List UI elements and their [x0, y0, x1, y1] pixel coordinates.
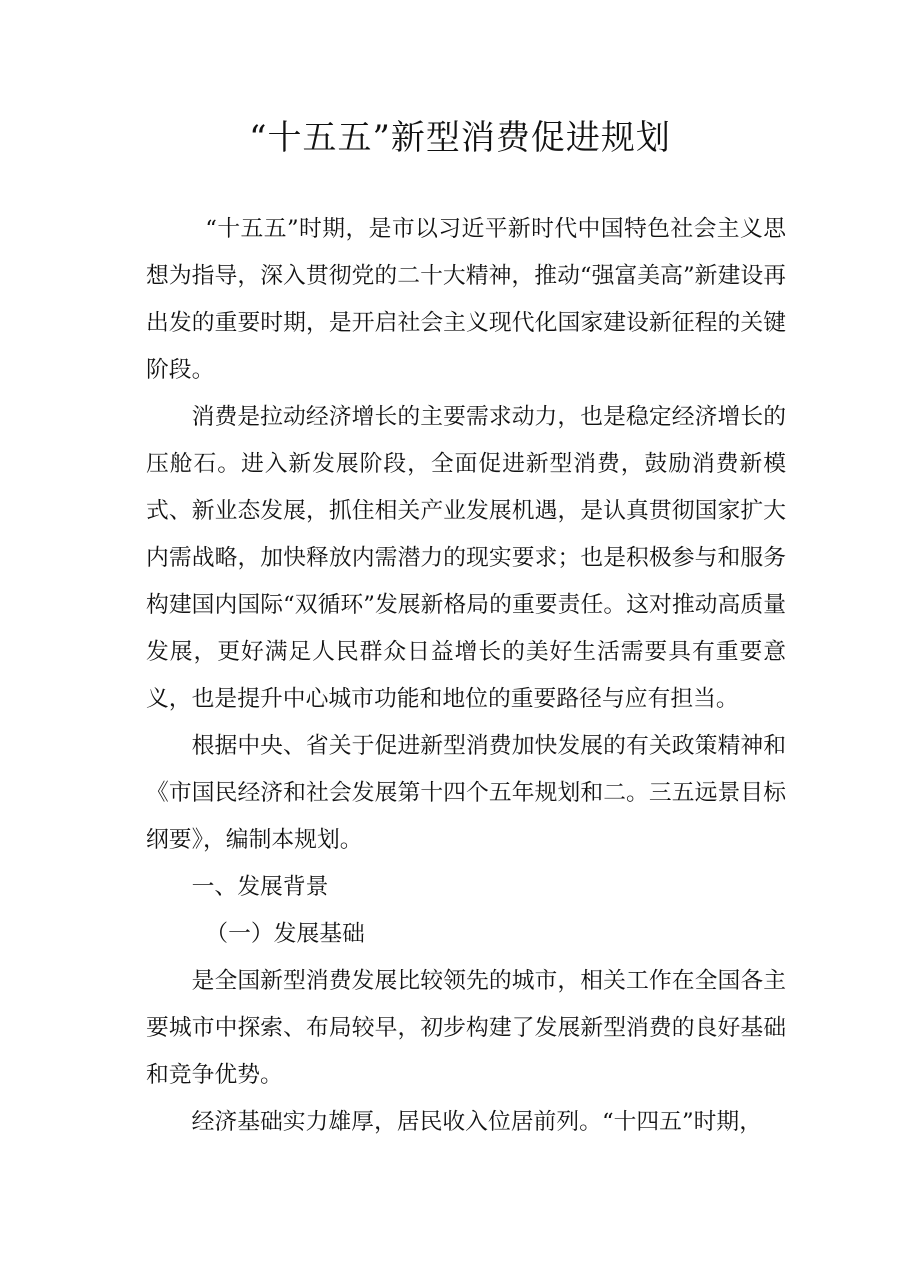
paragraph-economy: 经济基础实力雄厚，居民收入位居前列。“十四五”时期， — [191, 1109, 763, 1135]
section-heading: 一、发展背景 — [191, 874, 329, 900]
paragraph-foundation: 是全国新型消费发展比较领先的城市，相关工作在全国各主要城市中探索、布局较早，初步构建了发展新型消费的良好基础和竞争优势。 — [146, 968, 786, 1088]
subsection-heading: （一）发展基础 — [205, 921, 365, 947]
document-title: “十五五”新型消费促进规划 — [249, 118, 671, 158]
document-body — [146, 206, 786, 1146]
paragraph-basis: 根据中央、省关于促进新型消费加快发展的有关政策精神和《市国民经济和社会发展第十四个五年规划和二。三五远景目标纲要》，编制本规划。 — [146, 733, 786, 853]
paragraph-intro: “十五五”时期，是市以习近平新时代中国特色社会主义思想为指导，深入贯彻党的二十大精神，推动“强富美高”新建设再出发的重要时期，是开启社会主义现代化国家建设新征程的关键阶段。 — [146, 216, 786, 383]
paragraph-consumption: 消费是拉动经济增长的主要需求动力，也是稳定经济增长的压舱石。进入新发展阶段，全面促进新型消费，鼓励消费新模式、新业态发展，抓住相关产业发展机遇，是认真贯彻国家扩大内需战略，加快释放内需潜力的现实要求；也是积极参与和服务构建国内国际“双循环”发展新格局的重要责任。这对推动高质量发展，更好满足人民群众日益增长的美好生活需要具有重要意义，也是提升中心城市功能和地位的重要路径与应有担当。 — [146, 404, 786, 712]
